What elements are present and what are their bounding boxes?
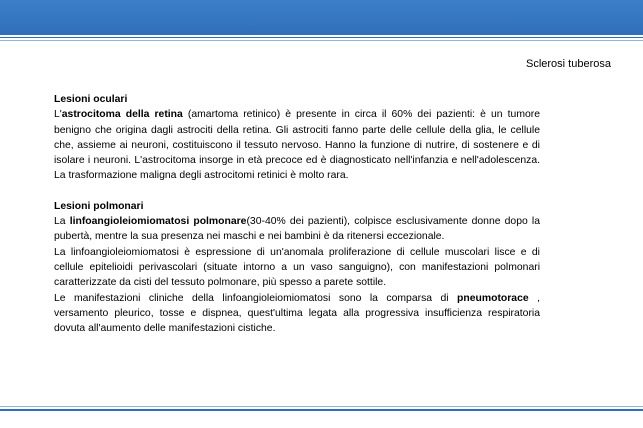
pulmonary-paragraph-2: La linfoangioleiomiomatosi è espressione di un'anomala proliferazione di cellule muscolari lisce e di cellule epitelioidi perivascolari (situate intorno a un vaso sanguigno), con manifestazioni polmonari caratterizzate da cisti del tessuto polmonare, più spesso a parete sottile. bbox=[54, 246, 540, 289]
document-body bbox=[54, 92, 540, 336]
pulmonary-text-post: (30-40% dei pazienti), colpisce esclusivamente donne dopo la pubertà, mentre la sua presenza nei maschi e nei bambini è da ritenersi eccezionale. bbox=[54, 216, 541, 243]
ocular-term-astrocitoma: astrocitoma della retina bbox=[61, 109, 183, 121]
pulmonary-text-pre: La bbox=[54, 216, 70, 228]
top-divider bbox=[0, 37, 643, 38]
bottom-divider bbox=[0, 409, 643, 411]
pulmonary-term-lam: linfoangioleiomiomatosi polmonare bbox=[69, 216, 247, 228]
section-title-pulmonary: Lesioni polmonari bbox=[54, 200, 144, 212]
pulmonary-paragraph-3 bbox=[54, 291, 540, 337]
top-banner bbox=[0, 0, 643, 35]
bottom-divider-light bbox=[0, 406, 643, 407]
pulmonary-p3-post: , versamento pleurico, tosse e dispnea, quest'ultima legata alla progressiva insufficienza respiratoria dovuta all'aumento delle manifestazioni cistiche. bbox=[54, 292, 540, 335]
ocular-text-post: (amartoma retinico) è presente in circa il 60% dei pazienti: è un tumore benigno che origina dagli astrociti della retina. Gli astrociti fanno parte delle cellule della glia, le cellule che, assieme ai neuroni, costituiscono il tessuto nervoso. Hanno la funzione di nutrire, di sostenere e di isolare i neuroni. L'astrocitoma insorge in età precoce ed è diagnosticato nell'infanzia e nell'adolescenza. La trasformazione maligna degli astrocitomi retinici è molto rara. bbox=[54, 109, 540, 182]
pulmonary-term-pneumotorace: pneumotorace bbox=[457, 292, 529, 304]
top-divider-light bbox=[0, 40, 643, 41]
ocular-paragraph bbox=[54, 107, 540, 183]
ocular-text-pre: L' bbox=[54, 109, 62, 121]
document-header-label: Sclerosi tuberosa bbox=[526, 58, 611, 70]
pulmonary-paragraph-1 bbox=[54, 214, 540, 245]
section-title-ocular: Lesioni oculari bbox=[54, 94, 128, 105]
pulmonary-p3-pre: Le manifestazioni cliniche della linfoangioleiomiomatosi sono la comparsa di bbox=[54, 292, 458, 304]
